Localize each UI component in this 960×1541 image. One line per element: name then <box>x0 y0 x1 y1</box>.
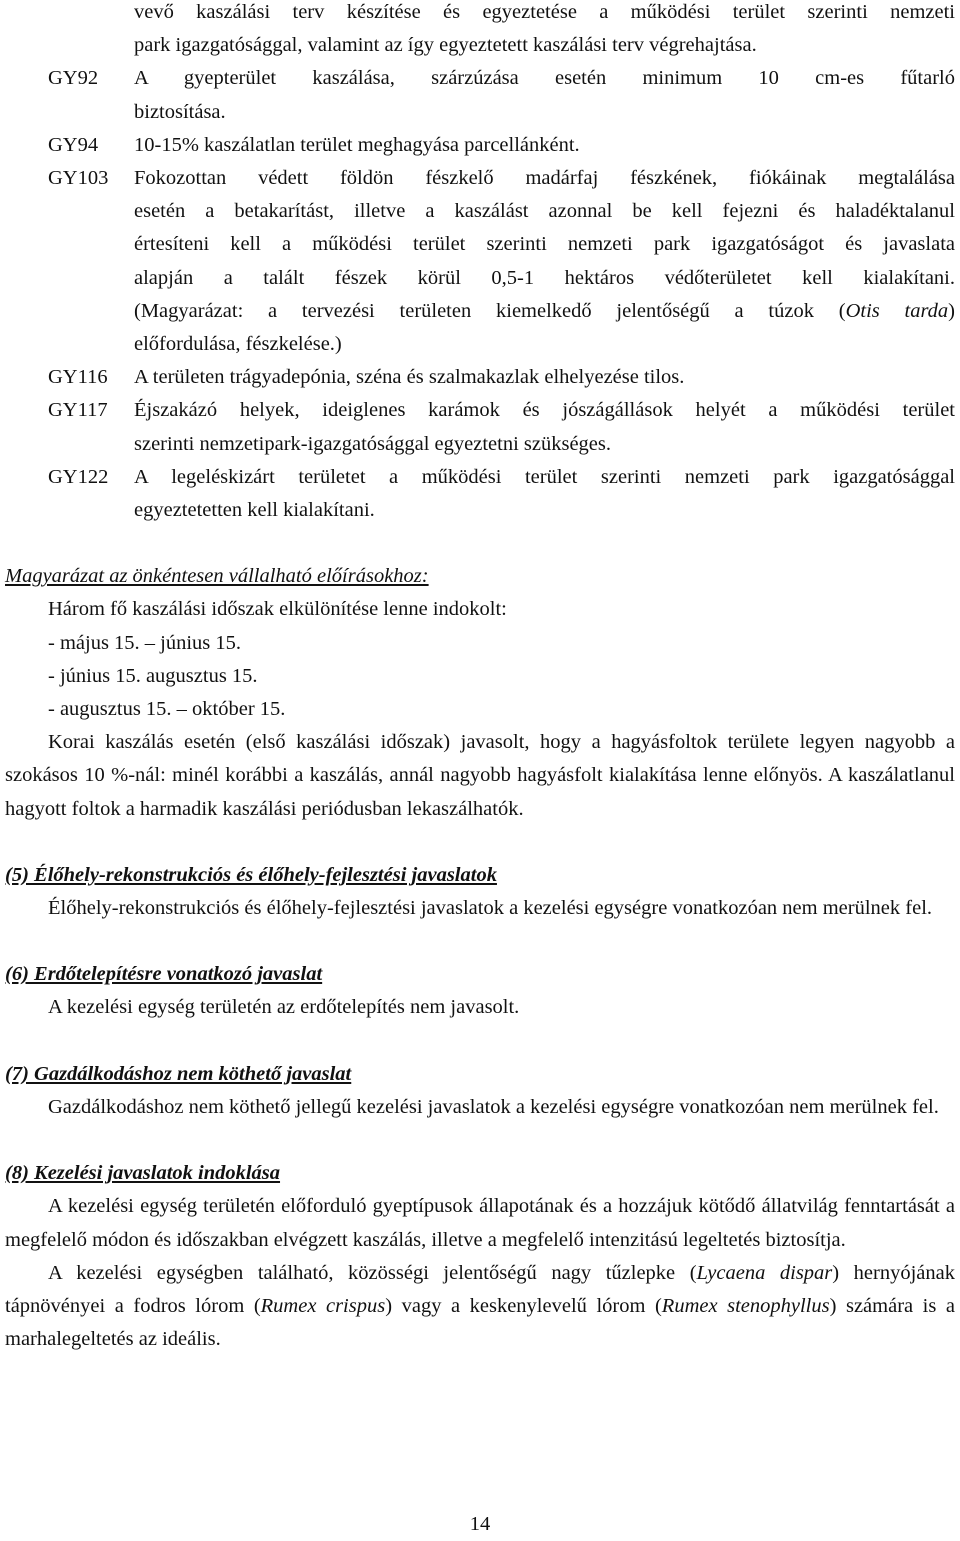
code-description: vevő kaszálási terv készítése és egyeztetése a működési terület szerinti nemzeti park igazgatósággal, valamint az így egyeztetett kaszálási terv végrehajtása. <box>134 1 955 57</box>
section-heading: (6) Erdőtelepítésre vonatkozó javaslat <box>5 963 323 986</box>
code-label: GY103 <box>48 167 109 190</box>
voluntary-title: Magyarázat az önkéntesen vállalható előírásokhoz: <box>5 565 429 588</box>
code-row-gy94 <box>5 129 955 162</box>
code-description: Éjszakázó helyek, ideiglenes karámok és jószágállások helyét a működési terület szerinti nemzetipark-igazgatósággal egyeztetni szükséges. <box>134 399 955 455</box>
code-label: GY116 <box>48 366 108 389</box>
final-paragraph: A kezelési egységben található, közösségi jelentőségű nagy tűzlepke (Lycaena dispar) hernyójának tápnövényei a fodros lórom (Rumex crispus) vagy a keskenylevelű lórom (Rumex stenophyllus) számára is a marhalegeltetés az ideális. <box>5 1261 955 1351</box>
period-item: - augusztus 15. – október 15. <box>48 698 286 721</box>
code-row-gy117 <box>5 394 955 460</box>
code-description: Fokozottan védett földön fészkelő madárfaj fészkének, fiókáinak megtalálása esetén a betakarítást, illetve a kaszálást azonnal be kell fejezni és haladéktalanul értesíteni kell a működési terület szerinti nemzeti park igazgatóságot és javaslata alapján a talált fészek körül 0,5-1 hektáros védőterületet kell kialakítani. (Magyarázat: a tervezési területen kiemelkedő jelentőségű a túzok (Otis tarda) előfordulása, fészkelése.) <box>134 167 955 356</box>
period-item: - június 15. augusztus 15. <box>48 664 258 687</box>
species-name: Rumex crispus <box>260 1294 386 1317</box>
document-page <box>5 0 955 1356</box>
species-name: Lycaena dispar <box>696 1261 833 1284</box>
section-heading: (8) Kezelési javaslatok indoklása <box>5 1162 281 1185</box>
code-list <box>5 0 955 527</box>
code-row-gy116 <box>5 361 955 394</box>
voluntary-intro: Három fő kaszálási időszak elkülönítése lenne indokolt: <box>48 598 507 621</box>
page-number: 14 <box>469 1513 491 1535</box>
code-description: 10-15% kaszálatlan terület meghagyása parcellánként. <box>134 133 580 156</box>
voluntary-paragraph: Korai kaszálás esetén (első kaszálási időszak) javasolt, hogy a hagyásfoltok területe legyen nagyobb a szokásos 10 %-nál: minél korábbi a kaszálás, annál nagyobb hagyásfolt kialakítása lenne előnyös. A kaszálatlanul hagyott foltok a harmadik kaszálási periódusban lekaszálhatók. <box>5 731 955 820</box>
code-label: GY117 <box>48 399 108 422</box>
period-item: - május 15. – június 15. <box>48 631 242 654</box>
code-row-continuation <box>5 0 955 62</box>
section-heading: (7) Gazdálkodáshoz nem köthető javaslat <box>5 1062 352 1085</box>
code-label: GY122 <box>48 465 109 488</box>
code-row-gy92 <box>5 62 955 128</box>
section-text: A kezelési egység területén az erdőtelepítés nem javasolt. <box>48 996 520 1019</box>
section-heading: (5) Élőhely-rekonstrukciós és élőhely-fejlesztési javaslatok <box>5 863 497 886</box>
code-description: A legeléskizárt területet a működési terület szerinti nemzeti park igazgatósággal egyeztetetten kell kialakítani. <box>134 465 955 522</box>
species-name: Otis tarda <box>845 299 949 322</box>
code-description: A területen trágyadepónia, széna és szalmakazlak elhelyezése tilos. <box>134 366 685 389</box>
code-row-gy103 <box>5 162 955 361</box>
code-label: GY92 <box>48 67 99 90</box>
code-label: GY94 <box>48 133 99 156</box>
section-text: Élőhely-rekonstrukciós és élőhely-fejlesztési javaslatok a kezelési egységre vonatkozóan nem merülnek fel. <box>48 897 933 920</box>
species-name: Rumex stenophyllus <box>661 1294 830 1317</box>
section-text: A kezelési egység területén előforduló gyeptípusok állapotának és a hozzájuk kötődő állatvilág fenntartását a megfelelő módon és időszakban elvégzett kaszálás, illetve a megfelelő intenzitású legeltetés biztosítja. <box>5 1195 955 1251</box>
code-row-gy122 <box>5 461 955 527</box>
section-text: Gazdálkodáshoz nem köthető jellegű kezelési javaslatok a kezelési egységre vonatkozóan nem merülnek fel. <box>48 1095 939 1118</box>
code-description: A gyepterület kaszálása, szárzúzása esetén minimum 10 cm-es fűtarló biztosítása. <box>134 67 955 123</box>
